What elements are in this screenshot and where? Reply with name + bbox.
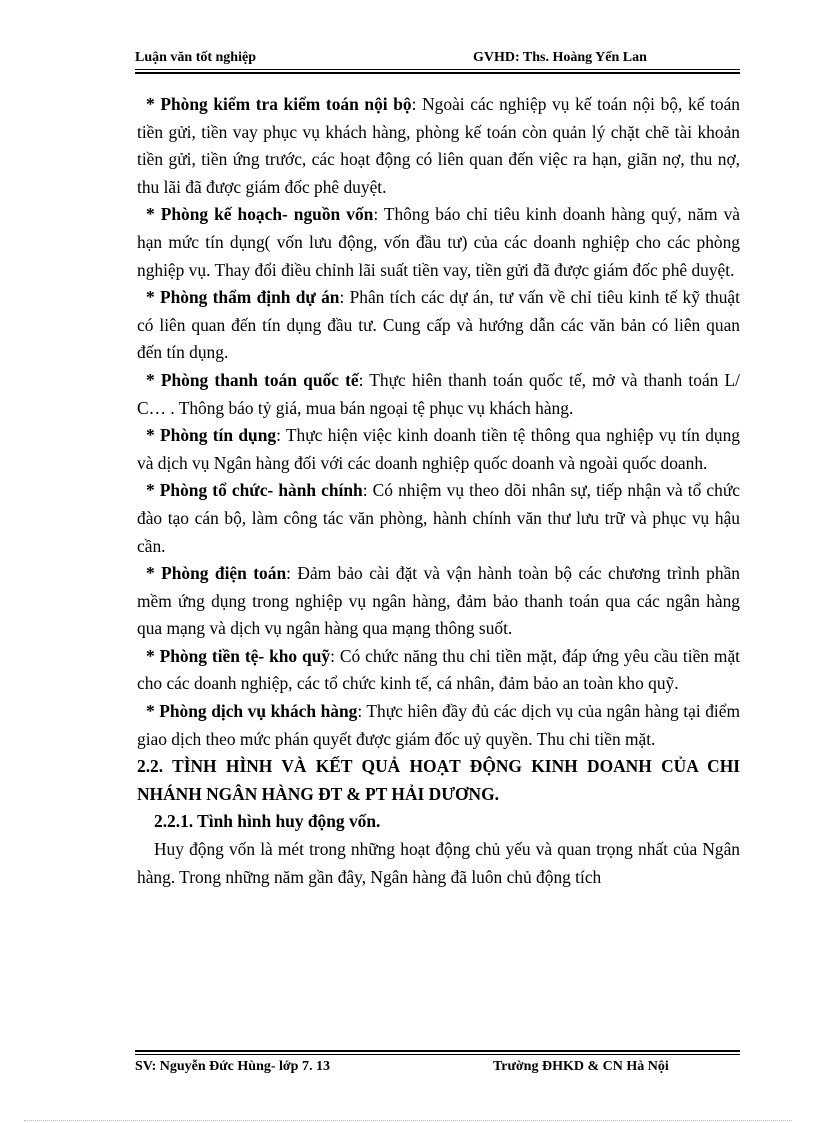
paragraph-administration: [137, 477, 740, 560]
header-rule-thick: [135, 72, 740, 74]
header-thesis-label: Luận văn tốt nghiệp: [135, 50, 256, 65]
section-title: 2.2. TÌNH HÌNH VÀ KẾT QUẢ HOẠT ĐỘNG KINH DOANH CỦA CHI NHÁNH NGÂN HÀNG ĐT & PT HẢI DƯƠNG.: [137, 756, 740, 804]
paragraph-audit: [137, 91, 740, 201]
paragraph-body: : Phân tích các dự án, tư vấn về chỉ tiêu kinh tế kỹ thuật có liên quan đến tín dụng đầu tư. Cung cấp và hướng dẫn các văn bản có liên quan đến tín dụng.: [137, 287, 740, 363]
page-bottom-divider: [24, 1120, 792, 1121]
section-intro-paragraph: Huy động vốn là mét trong những hoạt động chủ yếu và quan trọng nhất của Ngân hàng. Trong những năm gần đây, Ngân hàng đã luôn chủ động tích: [137, 839, 740, 887]
paragraph-body: : Đảm bảo cài đặt và vận hành toàn bộ các chương trình phần mềm ứng dụng trong nghiệp vụ ngân hàng, đảm bảo thanh toán qua các ngân hàng qua mạng và dịch vụ ngân hàng qua mạng thông suốt.: [137, 563, 740, 639]
paragraph-planning: [137, 201, 740, 284]
paragraph-it: [137, 560, 740, 643]
header-rule-thin: [135, 69, 740, 70]
paragraph-treasury: [137, 643, 740, 698]
paragraph-body: : Thực hiện việc kinh doanh tiền tệ thông qua nghiệp vụ tín dụng và dịch vụ Ngân hàng đối với các doanh nghiệp quốc doanh và ngoài quốc doanh.: [137, 425, 740, 473]
paragraph-body: : Thực hiên đầy đủ các dịch vụ của ngân hàng tại điểm giao dịch theo mức phán quyết được giám đốc uỷ quyền. Thu chi tiền mặt.: [137, 701, 741, 749]
footer-rule-thick: [135, 1050, 740, 1052]
paragraph-heading: * Phòng kế hoạch- nguồn vốn: [146, 204, 374, 225]
paragraph-heading: * Phòng kiểm tra kiểm toán nội bộ: [146, 94, 412, 114]
paragraph-body: : Có nhiệm vụ theo dõi nhân sự, tiếp nhận và tổ chức đào tạo cán bộ, làm công tác văn phòng, hành chính văn thư lưu trữ và phục vụ hậu cần.: [137, 480, 740, 556]
footer-student: SV: Nguyễn Đức Hùng- lớp 7. 13: [135, 1059, 330, 1074]
paragraph-heading: * Phòng điện toán: [146, 563, 287, 584]
paragraph-heading: * Phòng thẩm định dự án: [146, 287, 340, 308]
paragraph-international-payment: [137, 367, 740, 422]
footer-rule-thin: [135, 1054, 740, 1055]
paragraph-appraisal: [137, 284, 740, 367]
subsection-title: 2.2.1. Tình hình huy động vốn.: [154, 811, 381, 832]
paragraph-customer-service: [137, 698, 740, 753]
header-supervisor: GVHD: Ths. Hoàng Yến Lan: [473, 50, 647, 65]
paragraph-heading: * Phòng tiền tệ- kho quỹ: [146, 645, 331, 666]
paragraph-heading: * Phòng thanh toán quốc tế: [146, 369, 359, 390]
paragraph-body: : Thông báo chỉ tiêu kinh doanh hàng quý, năm và hạn mức tín dụng( vốn lưu động, vốn đầu tư) của các doanh nghiệp cho các phòng nghiệp vụ. Thay đổi điều chỉnh lãi suất tiền vay, tiền gửi đã được giám đốc phê duyệt.: [137, 204, 740, 280]
paragraph-credit: [137, 422, 740, 477]
paragraph-body: : Thực hiên thanh toán quốc tế, mở và thanh toán L/ C… . Thông báo tỷ giá, mua bán ngoại tệ phục vụ khách hàng.: [137, 369, 740, 418]
paragraph-body: : Có chức năng thu chi tiền mặt, đáp ứng yêu cầu tiền mặt cho các doanh nghiệp, các tổ chức kinh tế, cá nhân, đảm bảo an toàn kho quỹ.: [137, 645, 740, 694]
footer-university: Trường ĐHKD & CN Hà Nội: [493, 1059, 669, 1074]
body-text: [137, 91, 740, 891]
paragraph-heading: * Phòng dịch vụ khách hàng: [146, 701, 358, 722]
paragraph-body: : Ngoài các nghiệp vụ kế toán nội bộ, kế toán tiền gửi, tiền vay phục vụ khách hàng, phòng kế toán còn quản lý chặt chẽ tài khoản tiền gửi, tiền ứng trước, các hoạt động có liên quan đến việc ra hạn, giãn nợ, thu nợ, thu lãi đã được giám đốc phê duyệt.: [137, 94, 741, 197]
paragraph-heading: * Phòng tổ chức- hành chính: [146, 480, 363, 501]
paragraph-heading: * Phòng tín dụng: [146, 425, 277, 446]
